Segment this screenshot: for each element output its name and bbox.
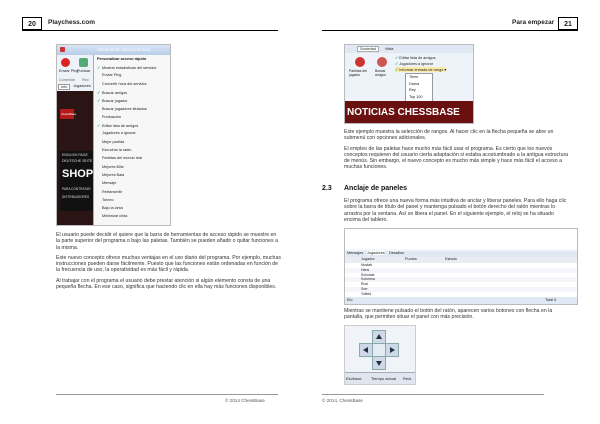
check-icon: ✓ — [97, 124, 101, 129]
check-icon: ✓ — [97, 90, 101, 95]
menu-header: Personalizar acceso rápido — [97, 57, 147, 61]
check-icon: ✓ — [395, 56, 399, 60]
dock-down-button[interactable] — [372, 356, 386, 370]
paragraph: El empleo de las paletas hace mucho más fácil usar el programa. Es cierto que los nuevos conceptos requieren del usuario cierta adaptación si estaba acostumbrado a la antigua estructura de menús. Sin embargo, el nuevo concepto es mucho más simple y hace más fácil el acceso a muchas funciones. — [344, 145, 569, 171]
menu-item[interactable] — [97, 198, 114, 202]
paragraph: Al trabajar con el programa el usuario debe prestar atención si algún elemento consta de una pequeña flecha. En ese caso, significa que haciendo clic en ella hay más funciones disponibles. — [56, 277, 277, 291]
table-row[interactable] — [345, 292, 577, 297]
player-name: Scholast — [361, 272, 375, 277]
ping-icon — [61, 58, 70, 67]
menu-item-label: Buscar jugador — [102, 99, 128, 104]
player-games-icon — [355, 57, 365, 67]
tab-players[interactable]: Jugadores — [73, 84, 91, 88]
check-icon: ✓ — [395, 62, 399, 66]
menu-item[interactable] — [97, 131, 136, 135]
section-title: Anclaje de paneles — [344, 185, 408, 192]
ribbon-area — [57, 55, 93, 91]
column-header-status[interactable]: Estado — [445, 257, 457, 261]
menu-item[interactable] — [97, 206, 123, 210]
menu-item[interactable] — [97, 82, 147, 86]
menu-item-label: Puntuación — [102, 114, 121, 119]
window-title: Salvamento (Documentos) — [97, 47, 151, 52]
menu-item-label: Buscar jugadores titulados — [102, 106, 147, 111]
player-name: Ruxi — [361, 282, 369, 287]
tab-society[interactable]: Sociedad — [357, 46, 379, 52]
banner-contract[interactable]: PARA CONTRATAR — [62, 187, 91, 191]
paragraph: Este nuevo concepto ofrece muchas ventajas en el uso diario del programa. Por ejemplo, muchas instrucciones pueden darse fácilmente. Puesto que las funciones están ordenadas en función de la frecuencia de uso, la operatividad es más fácil y rápida. — [56, 254, 281, 274]
banner-distributors[interactable]: DISTRIBUIDORES — [62, 195, 90, 199]
banner-german[interactable]: DEUTSCHE SEITE — [62, 159, 93, 163]
status-bar — [345, 297, 577, 304]
menu-item-label: Jugadores a ignorar — [102, 131, 136, 136]
tab-challenges[interactable]: Desafíos — [389, 251, 404, 255]
menu-item-label: Buscar amigos — [102, 90, 128, 95]
dock-label-elo: Elo/base — [346, 376, 362, 381]
menu-item-label: Minimizar cinta — [102, 214, 128, 219]
column-header-player[interactable]: Jugador — [361, 257, 375, 261]
menu-item-label: Mejor partida — [102, 139, 125, 144]
edit-friends-item[interactable]: ✓ Editar lista de amigos — [395, 56, 436, 60]
ranks-screenshot — [344, 44, 474, 124]
check-icon: ✓ — [97, 66, 101, 70]
ribbon-button-ping[interactable]: Enviar Ping — [59, 69, 79, 73]
paragraph: Este ejemplo muestra la selección de rangos. Al hacer clic en la flecha pequeña se abre un submenú con opciones adicionales. — [344, 129, 554, 142]
left-footer: © 2014 ChessBase — [225, 398, 265, 403]
menu-item[interactable] — [97, 173, 124, 177]
right-body-top — [344, 129, 570, 175]
window-titlebar — [57, 45, 170, 55]
status-left: Elo — [347, 298, 353, 302]
left-footer-rule — [56, 394, 278, 395]
check-icon: ✓ — [395, 68, 399, 72]
news-banner — [345, 101, 473, 123]
menu-item-label: Enviar Ping — [102, 73, 122, 78]
menu-item[interactable] — [97, 73, 121, 77]
check-icon: ✓ — [97, 99, 101, 104]
dropdown-option[interactable]: Rey — [409, 88, 416, 92]
site-panel — [57, 91, 93, 225]
arrow-up-icon — [376, 334, 382, 339]
right-page-number: 21 — [558, 17, 578, 30]
menu-item-label: Mensaje — [102, 181, 117, 186]
menu-item[interactable] — [97, 140, 124, 144]
board-strip — [345, 229, 577, 249]
paragraph: El usuario puede decidir el quiere que la barra de herramientas de acceso rápido se muestre en la parte superior del programa o bajo las paletas. También se pueden añadir o quitar funciones a la misma. — [56, 232, 278, 251]
menu-item[interactable] — [97, 181, 116, 185]
dropdown-option[interactable]: Dama — [409, 81, 420, 86]
arrow-left-icon — [363, 347, 368, 353]
docking-screenshot — [344, 228, 578, 305]
menu-item-label: Torneo — [102, 197, 114, 202]
left-header-rule — [22, 30, 278, 31]
menu-item-label: Mejores Blitz — [102, 164, 124, 169]
menu-item-label: Retransmitir — [102, 189, 123, 194]
player-name: Nostah — [361, 263, 373, 267]
menu-item-label: Escuchar la radio — [102, 148, 132, 152]
menu-item[interactable] — [97, 90, 127, 95]
chessbase-logo: ChessBase — [60, 109, 74, 119]
tab-players[interactable]: Jugadores — [367, 251, 385, 255]
status-right: Total 5 — [545, 298, 557, 302]
arrow-right-icon — [390, 347, 395, 353]
banner-english[interactable]: ENGLISH PAGE — [62, 153, 88, 157]
menu-item[interactable] — [97, 156, 142, 160]
section-number: 2.3 — [322, 185, 332, 192]
menu-item[interactable] — [97, 123, 138, 128]
dock-center-button[interactable] — [372, 343, 386, 357]
player-games-button[interactable]: Partidas del jugador — [349, 69, 367, 77]
menu-item[interactable] — [97, 190, 122, 194]
tab-info[interactable]: Info — [58, 84, 70, 90]
right-body-mid — [344, 198, 570, 227]
quick-access-menu — [93, 55, 171, 225]
player-name: Sorr — [361, 287, 368, 291]
menu-item[interactable] — [97, 148, 131, 152]
dock-arrows-screenshot — [344, 325, 416, 385]
column-header-points[interactable]: Puntos — [405, 257, 417, 261]
banner-shop[interactable]: SHOP — [62, 168, 94, 180]
menu-item-label: Bajo la cinta — [102, 206, 123, 211]
tab-view[interactable]: Vista — [385, 47, 394, 51]
menu-item[interactable] — [97, 98, 128, 103]
player-name: Hans — [361, 267, 370, 272]
right-header-rule — [322, 30, 578, 31]
right-body-bottom — [344, 308, 570, 325]
right-footer-rule — [322, 394, 544, 395]
tab-messages[interactable]: Mensajes — [347, 251, 364, 255]
menu-item[interactable] — [97, 115, 121, 119]
ignore-players-item[interactable]: ✓ Jugadores a ignorar — [395, 62, 434, 66]
menu-item[interactable] — [97, 107, 147, 111]
ribbon-group-label-2: Rec — [82, 78, 89, 82]
dock-right-button[interactable] — [385, 343, 399, 357]
ribbon-button-rate[interactable]: Puntuar — [77, 69, 91, 73]
menu-item-label: Mejores Bala — [102, 172, 125, 177]
dock-label-time: Tiempo actual — [371, 376, 396, 381]
report-rank-item[interactable]: ✓ Informar entrada de rango ▾ — [395, 68, 447, 72]
dropdown-option[interactable]: Tiene — [409, 75, 419, 79]
menu-item-label: Convertir hora del servidor — [102, 81, 147, 86]
player-name: Kolomna — [361, 277, 375, 282]
dropdown-option[interactable]: Top 100 — [409, 94, 423, 99]
dock-labels-bar — [345, 372, 415, 385]
news-banner-text: NOTICIAS CHESSBASE — [347, 107, 460, 118]
right-page — [300, 0, 600, 424]
paragraph: Mientras se mantiene pulsado el botón del ratón, aparecen varios botones con flecha en la pantalla, que permiten situar el panel con más precisión. — [344, 308, 553, 321]
paragraph: El programa ofrece una nueva forma más intuitiva de anclar y liberar paneles. Para ello haga clic sobre la barra de título del panel y mantenga pulsado el botón derecho del ratón mientras lo arrastra por la ventana. Así se libera el panel. En el siguiente ejemplo, el reloj se ha situado encima del tablero. — [344, 198, 567, 223]
dock-left-button[interactable] — [359, 343, 373, 357]
right-header-title: Para empezar — [512, 19, 555, 26]
menu-item[interactable] — [97, 65, 157, 70]
ribbon-tabs — [345, 45, 473, 53]
dock-up-button[interactable] — [372, 330, 386, 344]
rate-icon — [79, 58, 88, 67]
menu-item[interactable] — [97, 165, 124, 169]
left-body — [56, 232, 281, 294]
menu-item-label: Editar lista de amigos — [102, 124, 139, 129]
player-name: Tofield — [361, 291, 372, 296]
left-header-title: Playchess.com — [48, 19, 95, 26]
dock-label-rect: Rect — [403, 376, 412, 381]
left-page-number: 20 — [22, 17, 42, 30]
app-icon — [60, 47, 65, 52]
arrow-down-icon — [376, 361, 382, 366]
menu-item-label: Mostrar estadísticas del servidor — [102, 66, 157, 70]
menu-item-label: Partidas del mundo real — [102, 156, 143, 161]
find-friends-button[interactable]: Buscar amigos — [375, 69, 386, 77]
quick-access-screenshot — [56, 44, 171, 226]
right-footer: © 2014, ChessBase — [322, 398, 363, 403]
find-friends-icon — [377, 57, 387, 67]
ribbon-group-label: Conexión — [59, 78, 76, 82]
banner-box — [60, 151, 93, 211]
menu-item[interactable] — [97, 214, 127, 218]
